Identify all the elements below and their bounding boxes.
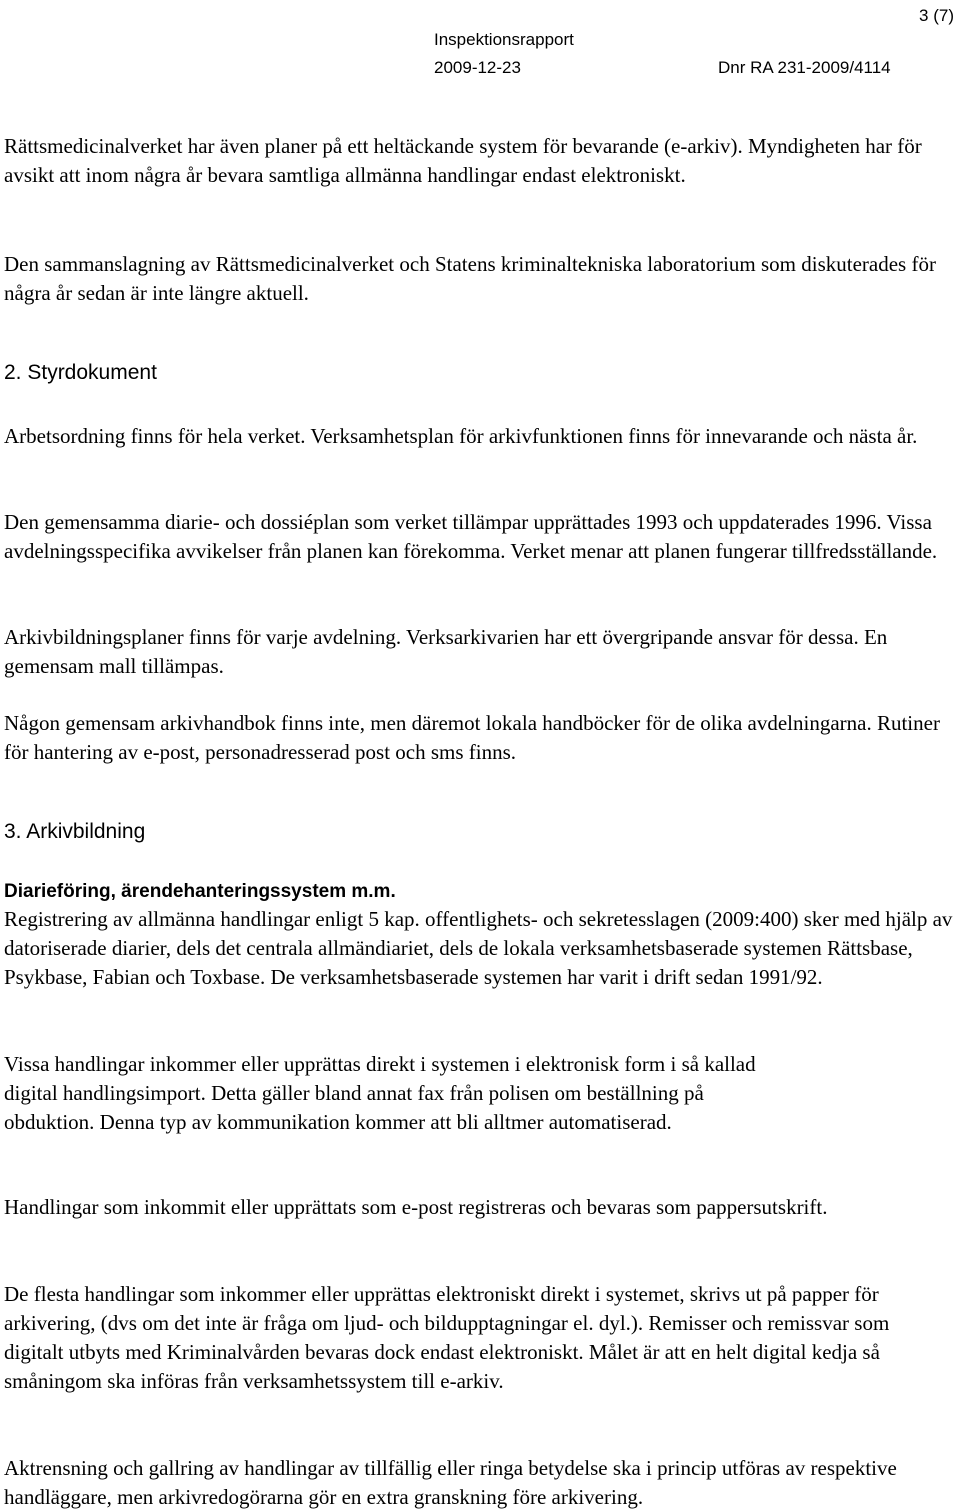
paragraph-digital-import: Vissa handlingar inkommer eller upprättas direkt i systemen i elektronisk form i så kallad digital handlingsimport. Detta gäller bland annat fax från polisen om beställning på obduktion. Denna typ av kommunikation kommer att bli alltmer automatiserad. bbox=[4, 1052, 756, 1134]
paragraph-utskrift: De flesta handlingar som inkommer eller upprättas elektroniskt direkt i systemet, skrivs ut på papper för arkivering, (dvs om det inte är fråga om ljud- och bildupptagningar el. dyl.). Remisser och remissvar som digitalt utbyts med Kriminalvården bevaras dock endast elektroniskt. Målet är att en helt digital kedja så småningom ska införas från verksamhetssystem till e-arkiv. bbox=[4, 1282, 890, 1393]
paragraph-gallring: Aktrensning och gallring av handlingar av tillfällig eller ringa betydelse ska i princip utföras av respektive handläggare, men arkivredogörarna gör en extra granskning före arkivering. bbox=[4, 1456, 897, 1509]
paragraph-arbetsordning: Arbetsordning finns för hela verket. Verksamhetsplan för arkivfunktionen finns för innevarande och nästa år. bbox=[4, 424, 918, 448]
paragraph-arkivbildningsplaner: Arkivbildningsplaner finns för varje avdelning. Verksarkivarien har ett övergripande ansvar för dessa. En gemensam mall tillämpas. bbox=[4, 625, 888, 678]
paragraph-merger: Den sammanslagning av Rättsmedicinalverket och Statens kriminaltekniska laboratorium som diskuterades för några år sedan är inte längre aktuell. bbox=[4, 252, 936, 305]
paragraph-registrering: Registrering av allmänna handlingar enligt 5 kap. offentlighets- och sekretesslagen (2009:400) sker med hjälp av datoriserade diarier, dels det centrala allmändiariet, dels de lokala verksamhetsbaserade systemen Rättsbase, Psykbase, Fabian och Toxbase. De verksamhetsbaserade systemen har varit i drift sedan 1991/92. bbox=[4, 907, 953, 989]
diary-number: Dnr RA 231-2009/4114 bbox=[718, 58, 891, 77]
report-title: Inspektionsrapport bbox=[434, 30, 574, 49]
subheading-diarieforing: Diarieföring, ärendehanteringssystem m.m. bbox=[4, 881, 396, 902]
section-heading-arkivbildning: 3. Arkivbildning bbox=[4, 820, 146, 843]
paragraph-e-post: Handlingar som inkommit eller upprättats som e-post registreras och bevaras som pappersutskrift. bbox=[4, 1195, 828, 1219]
page-number: 3 (7) bbox=[919, 6, 954, 25]
section-heading-styrdokument: 2. Styrdokument bbox=[4, 361, 157, 384]
paragraph-diarieplan: Den gemensamma diarie- och dossiéplan som verket tillämpar upprättades 1993 och uppdaterades 1996. Vissa avdelningsspecifika avvikelser från planen kan förekomma. Verket menar att planen fungerar tillfredsställande. bbox=[4, 510, 938, 563]
paragraph-e-archive-plans: Rättsmedicinalverket har även planer på ett heltäckande system för bevarande (e-arkiv). Myndigheten har för avsikt att inom några år bevara samtliga allmänna handlingar endast elektroniskt. bbox=[4, 134, 922, 187]
paragraph-arkivhandbok: Någon gemensam arkivhandbok finns inte, men däremot lokala handböcker för de olika avdelningarna. Rutiner för hantering av e-post, personadresserad post och sms finns. bbox=[4, 711, 940, 764]
report-date: 2009-12-23 bbox=[434, 58, 521, 77]
